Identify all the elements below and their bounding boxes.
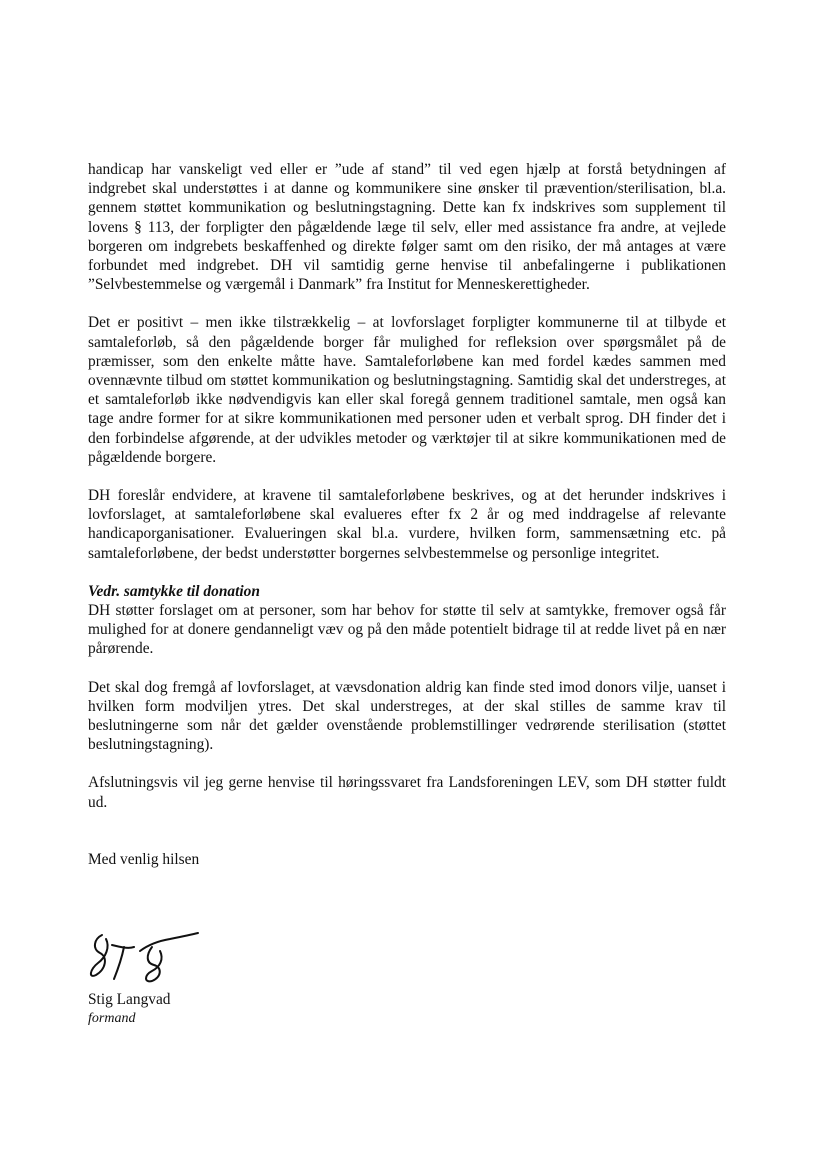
signer-name: Stig Langvad [88,991,171,1008]
letter-body [88,160,726,869]
paragraph-evaluering: DH foreslår endvidere, at kravene til samtaleforløbene beskrives, og at det herunder indskrives i lovforslaget, at samtaleforløbene skal evalueres efter fx 2 år og med inddragelse af relevante handicaporganisationer. Evalueringen skal bl.a. vurdere, hvilken form, sammensætning etc. på samtaleforløbene, der bedst understøtter borgernes selvbestemmelse og personlige integritet. [88,487,726,562]
handwritten-signature [84,925,204,995]
paragraph-afslutning: Afslutningsvis vil jeg gerne henvise til høringssvaret fra Landsforeningen LEV, som DH støtter fuldt ud. [88,774,726,811]
section-heading-donation: Vedr. samtykke til donation [88,582,260,600]
closing-greeting: Med venlig hilsen [88,850,200,868]
paragraph-vaevsdonation: Det skal dog fremgå af lovforslaget, at vævsdonation aldrig kan finde sted imod donors vilje, uanset i hvilken form modviljen ytres. Det skal understreges, at der skal stilles de samme krav til beslutningerne som når det gælder ovenstående problemstillinger vedrørende sterilisation (støttet beslutningstagning). [88,678,726,754]
paragraph-intro: handicap har vanskeligt ved eller er ”ude af stand” til ved egen hjælp at forstå betydningen af indgrebet skal understøttes i at danne og kommunikere sine ønsker til prævention/sterilisation, bl.a. gennem støttet kommunikation og beslutningstagning. Dette kan fx indskrives som supplement til lovens § 113, der forpligter den pågældende læge til selv, eller med assistance fra andre, at vejlede borgeren om indgrebets beskaffenhed og direkte følger samt om den risiko, der må antages at være forbundet med indgrebet. DH vil samtidig gerne henvise til anbefalingerne i publikationen ”Selvbestemmelse og værgemål i Danmark” fra Institut for Menneskerettigheder. [88,161,726,294]
signer-title: formand [88,1011,136,1026]
paragraph-donation: DH støtter forslaget om at personer, som har behov for støtte til selv at samtykke, fremover også får mulighed for at donere gendanneligt væv og på den måde potentielt bidrage til at redde livet på en nær pårørende. [88,602,726,658]
paragraph-samtaleforloeb: Det er positivt – men ikke tilstrækkelig – at lovforslaget forpligter kommunerne til at tilbyde et samtaleforløb, så den pågældende borger får mulighed for refleksion over spørgsmålet på de præmisser, som den enkelte måtte have. Samtaleforløbene kan med fordel kædes sammen med ovennævnte tilbud om støttet kommunikation og beslutningstagning. Samtidig skal det understreges, at et samtaleforløb ikke nødvendigvis kan eller skal foregå gennem traditionel samtale, men også kan tage andre former for at sikre kommunikationen med personer uden et verbalt sprog. DH finder det i den forbindelse afgørende, at der udvikles metoder og værktøjer til at sikre kommunikationen med de pågældende borgere. [88,314,726,466]
